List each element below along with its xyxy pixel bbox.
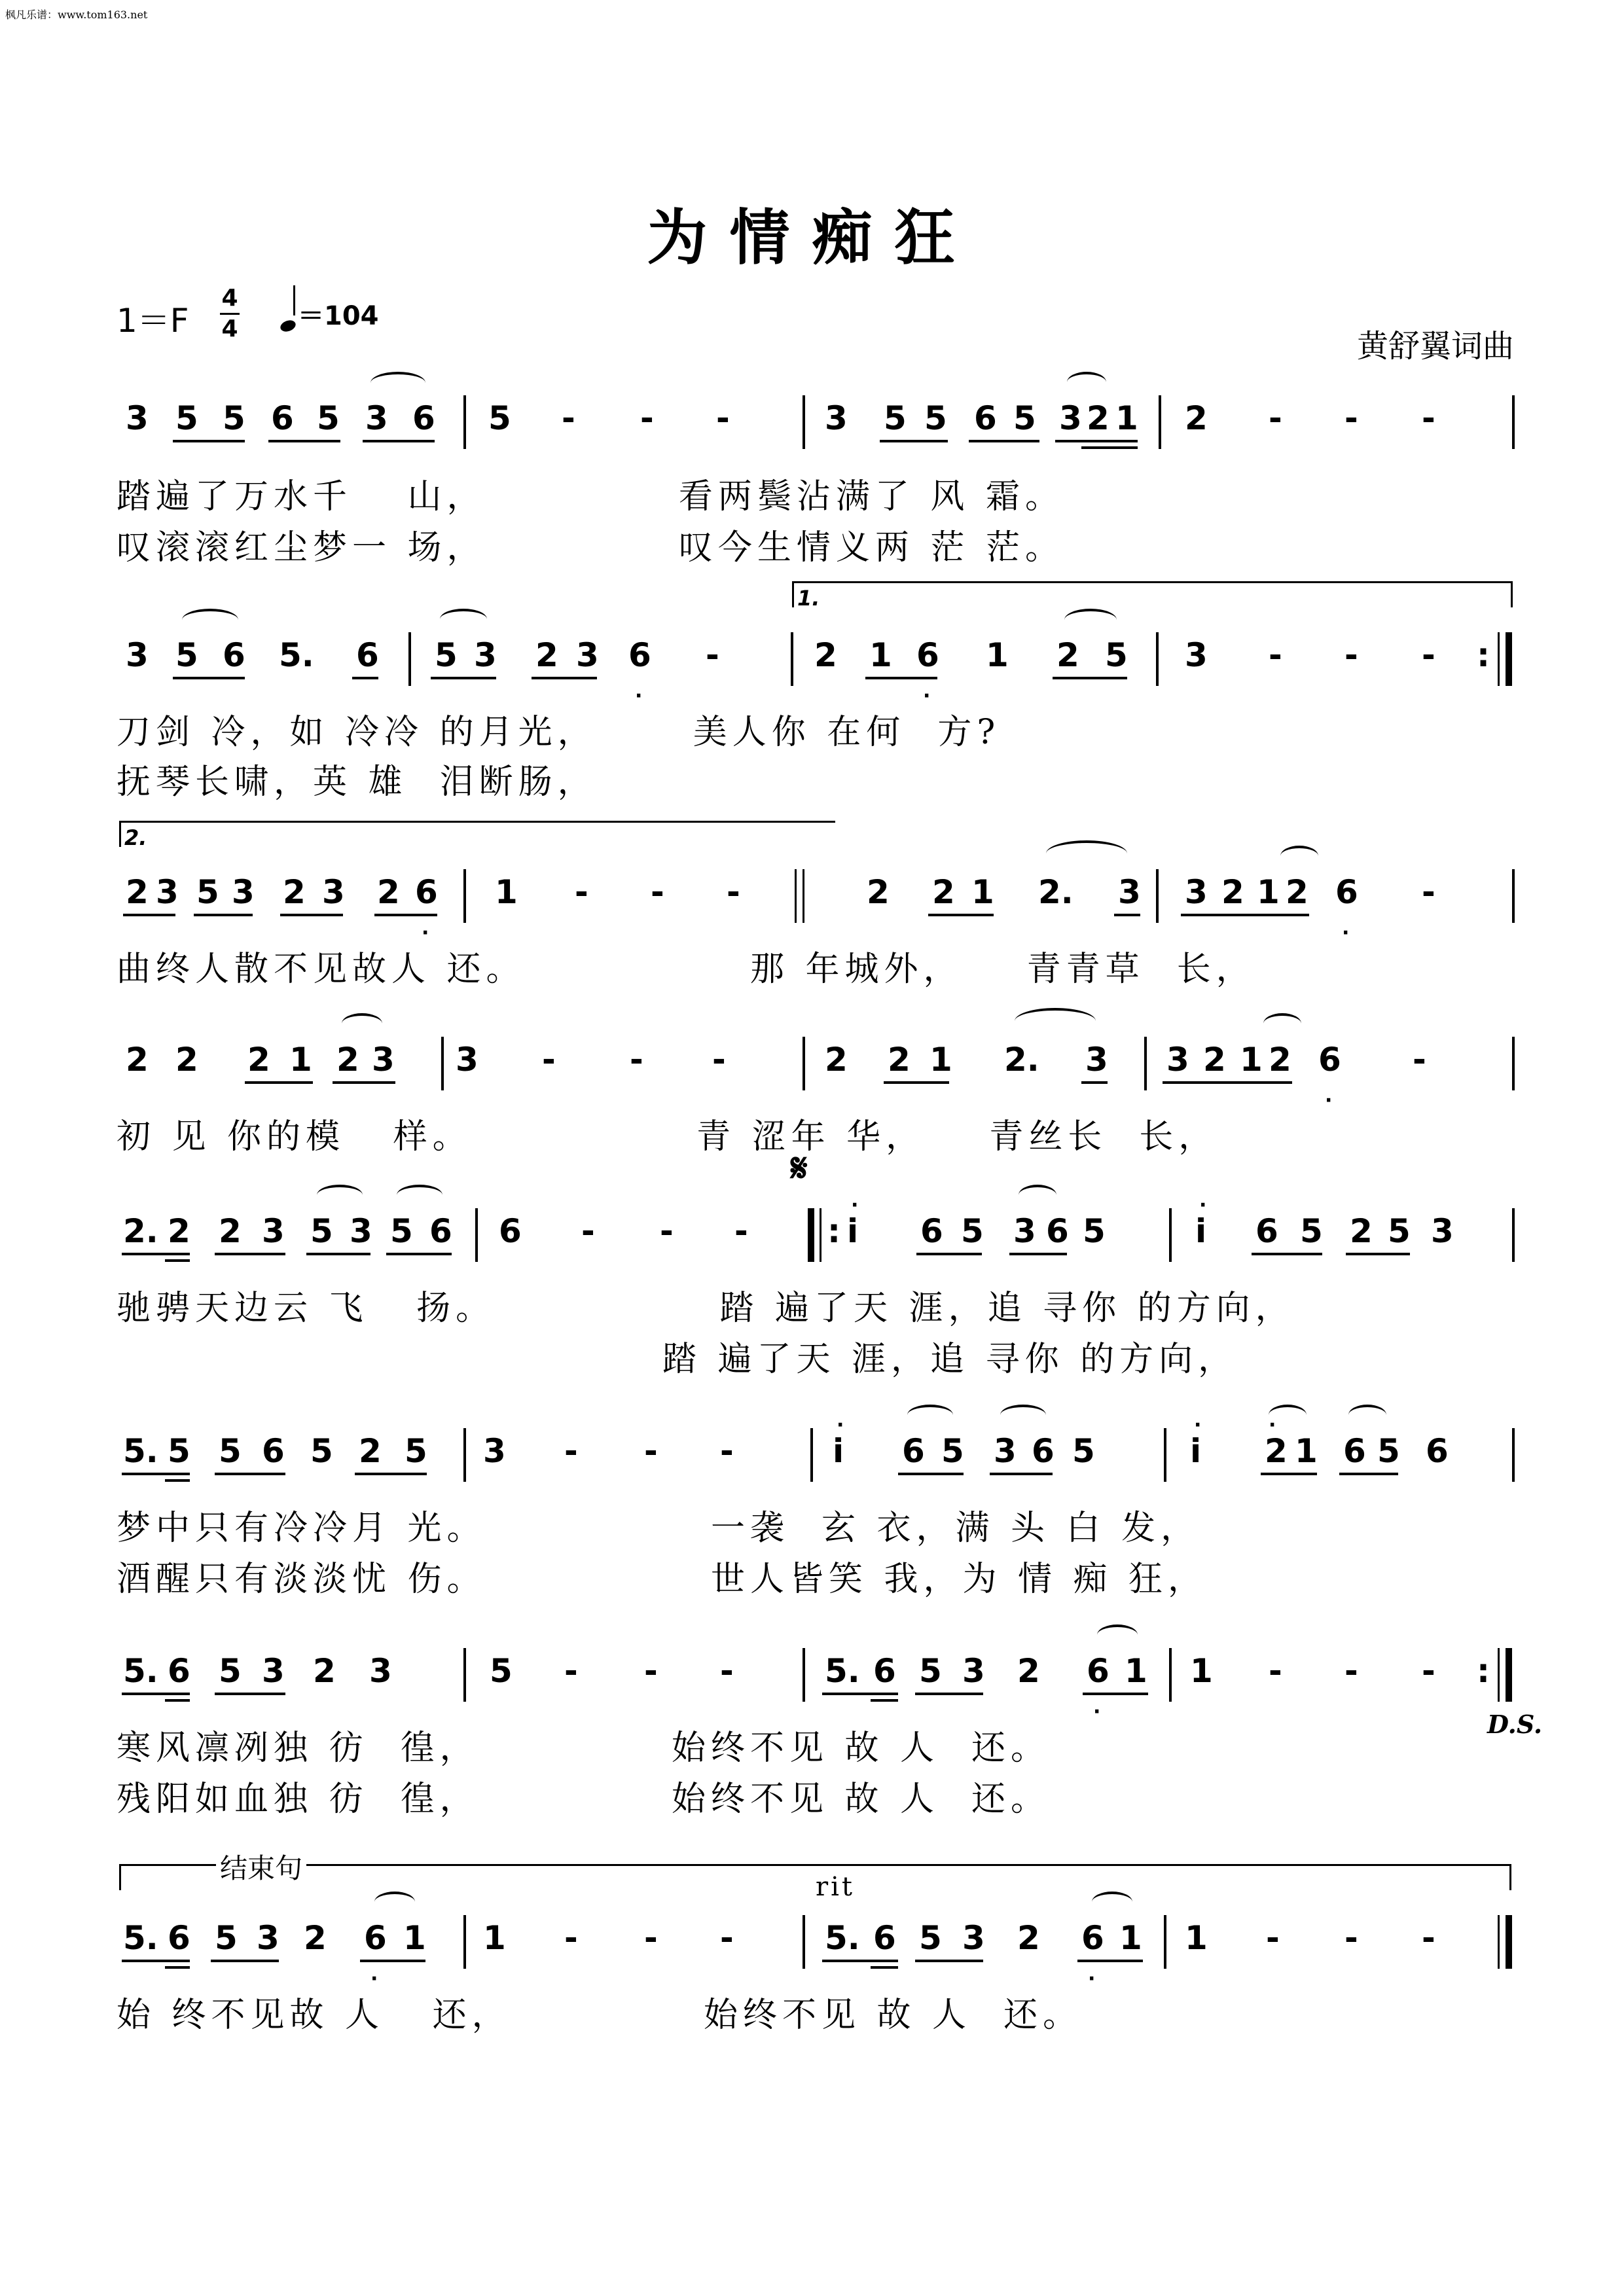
note: 5 (1377, 1432, 1400, 1470)
note: 3 (825, 399, 848, 437)
notes-row: 5. 5 5 6 5 2 5 3 - - - i · 6 5 3 6 5 i · 2 · 1 6 5 6 (117, 1432, 1517, 1484)
dash: - (1269, 1652, 1282, 1690)
note: 5 (223, 399, 245, 437)
lyric-verse-1: 寒风凛冽独 彷 徨， 始终不见 故 人 还。 (117, 1729, 1051, 1768)
ending-bracket-left (119, 1864, 121, 1890)
note: 1 (929, 1041, 952, 1079)
note: 1 (869, 636, 892, 674)
note: 5 (919, 1919, 942, 1957)
note: 3 (1118, 873, 1141, 911)
note: 3 (1013, 1212, 1036, 1250)
note: 2 (247, 1041, 270, 1079)
note: 3 (156, 873, 179, 911)
note: 2 (283, 873, 306, 911)
note: 5. (123, 1432, 158, 1470)
note: 3 (126, 399, 149, 437)
note: 2 (814, 636, 837, 674)
notes-row: 3 5 6 5. 6 5 3 2 3 6 · - 2 1 6 · 1 2 5 3 - - - : (117, 636, 1517, 689)
dash: - (1344, 399, 1358, 437)
note: 3 (1059, 399, 1082, 437)
note: 2 (932, 873, 955, 911)
note: 1 (1185, 1919, 1208, 1957)
notes-row: 5. 6 5 3 2 6 · 1 1 - - - 5. 6 5 3 2 6 · 1 1 - - - (117, 1919, 1517, 1971)
note: 6 (356, 636, 379, 674)
dash: - (564, 1652, 578, 1690)
dash: - (542, 1041, 556, 1079)
note: 6 (1335, 873, 1358, 911)
segno-icon: 𝄋 (791, 1145, 808, 1191)
note: 3 (257, 1919, 280, 1957)
dash: - (720, 1652, 734, 1690)
note: 3 (576, 636, 599, 674)
ritardando-marking: rit (816, 1872, 855, 1902)
dash: - (660, 1212, 674, 1250)
note: 3 (232, 873, 255, 911)
dash: - (720, 1919, 734, 1957)
lyric-verse-2: 残阳如血独 彷 徨， 始终不见 故 人 还。 (117, 1780, 1051, 1819)
dash: - (1344, 1652, 1358, 1690)
note: 3 (962, 1652, 985, 1690)
dash: - (734, 1212, 748, 1250)
note: 1 (495, 873, 518, 911)
note: 2 (825, 1041, 848, 1079)
dash: - (727, 873, 740, 911)
note: 2 (535, 636, 558, 674)
note: 5 (219, 1432, 242, 1470)
note: 1 (483, 1919, 506, 1957)
note: 6 (1318, 1041, 1341, 1079)
note: 2 (1203, 1041, 1226, 1079)
note: 3 (456, 1041, 478, 1079)
note: 2 (1286, 873, 1308, 911)
note: 1 (1115, 399, 1138, 437)
note: 6 (271, 399, 294, 437)
note: 2 (1269, 1041, 1291, 1079)
lyric-verse-1: 曲终人散不见故人 还。 那 年城外， 青青草 长， (117, 950, 1255, 989)
note: 5 (196, 873, 219, 911)
note: 1 (1125, 1652, 1147, 1690)
note: 5 (1388, 1212, 1411, 1250)
ending-bracket (119, 1864, 1511, 1866)
note: 2 (1056, 636, 1079, 674)
note: 2 (1087, 399, 1110, 437)
dash: - (1422, 399, 1435, 437)
tempo-value: ＝104 (298, 301, 379, 331)
dash: - (716, 399, 730, 437)
note: 2 (219, 1212, 242, 1250)
note: 5 (941, 1432, 964, 1470)
lyric-verse-1: 驰骋天边云 飞 扬。 踏 遍了天 涯，追 寻你 的方向， (117, 1289, 1295, 1328)
note: 2 (1017, 1652, 1040, 1690)
note: 3 (1185, 636, 1208, 674)
note: 6 (415, 873, 438, 911)
dash: - (1266, 1919, 1280, 1957)
note: 3 (1085, 1041, 1108, 1079)
ending-label: 结束句 (216, 1847, 306, 1886)
note: i (847, 1212, 859, 1250)
dash: - (651, 873, 664, 911)
note: 5. (123, 1919, 158, 1957)
note: 2 (1185, 399, 1208, 437)
note: 5 (1105, 636, 1128, 674)
note: 2. (123, 1212, 158, 1250)
note: 1 (1295, 1432, 1318, 1470)
ending-bracket-right (1509, 1864, 1511, 1890)
lyric-verse-2: 叹滚滚红尘梦一 场， 叹今生情义两 茫 茫。 (117, 528, 1064, 567)
note: 5 (219, 1652, 242, 1690)
note: 3 (1166, 1041, 1189, 1079)
note: 2. (1004, 1041, 1039, 1079)
dash: - (630, 1041, 643, 1079)
note: 3 (372, 1041, 395, 1079)
note: 5 (1072, 1432, 1095, 1470)
note: 5. (825, 1919, 860, 1957)
note: 5 (435, 636, 458, 674)
note: 1 (971, 873, 994, 911)
time-signature (220, 284, 240, 344)
note: 6 (1046, 1212, 1069, 1250)
note: 3 (483, 1432, 506, 1470)
note: 5 (317, 399, 340, 437)
note: 6 (364, 1919, 387, 1957)
note: 2 (1017, 1919, 1040, 1957)
dash: - (1422, 636, 1435, 674)
note: 2 (1350, 1212, 1373, 1250)
lyric-verse-2: 抚琴长啸，英 雄 泪断肠， (117, 762, 597, 802)
dal-segno-marking: D.S. (1487, 1710, 1543, 1739)
note: 6 (168, 1919, 190, 1957)
note: 5 (175, 399, 198, 437)
notes-row: 2 2 2 1 2 3 3 - - - 2 2 1 2. 3 3 2 1 2 6 · - (117, 1041, 1517, 1093)
note: 5 (310, 1212, 333, 1250)
lyric-verse-1: 梦中只有冷冷月 光。 一袭 玄 衣，满 头 白 发， (117, 1509, 1200, 1548)
note: 6 (429, 1212, 452, 1250)
note: 2 (1265, 1432, 1288, 1470)
note: 2 (867, 873, 890, 911)
note: 5 (490, 1652, 513, 1690)
dash: - (1422, 873, 1435, 911)
note: 2 (126, 873, 149, 911)
dash: - (712, 1041, 726, 1079)
note: 1 (403, 1919, 426, 1957)
notes-row (117, 399, 1517, 452)
note: 1 (289, 1041, 312, 1079)
dash: - (644, 1432, 658, 1470)
note: 6 (223, 636, 245, 674)
note: 6 (412, 399, 435, 437)
dash: - (1422, 1919, 1435, 1957)
note: 6 (499, 1212, 522, 1250)
note: 2 (377, 873, 400, 911)
volta-2-left (119, 821, 121, 847)
note: 6 (902, 1432, 925, 1470)
note: 2 (1221, 873, 1244, 911)
note: 5 (1013, 399, 1036, 437)
quarter-note-icon (279, 318, 297, 333)
note: 6 (1087, 1652, 1110, 1690)
note: 6 (262, 1432, 285, 1470)
note: 6 (1032, 1432, 1055, 1470)
note: 1 (1240, 1041, 1263, 1079)
note: 2 (313, 1652, 336, 1690)
note: 3 (262, 1652, 285, 1690)
song-title: 为情痴狂 (647, 202, 977, 273)
note: 6 (974, 399, 997, 437)
dash: - (575, 873, 588, 911)
composer-credit: 黄舒翼词曲 (1356, 328, 1514, 365)
note: 3 (262, 1212, 285, 1250)
note: 3 (1185, 873, 1208, 911)
note: 3 (962, 1919, 985, 1957)
note: 6 (1343, 1432, 1366, 1470)
note: 2 (359, 1432, 382, 1470)
notes-row: 2. 2 2 3 5 3 5 6 6 - - - : i · 6 5 3 6 5 i · 6 5 2 5 3 (117, 1212, 1517, 1265)
note: 1 (1119, 1919, 1142, 1957)
note: 1 (1257, 873, 1280, 911)
note: 2 (168, 1212, 190, 1250)
volta-1: 1. (792, 581, 1512, 583)
lyric-verse-2: 踏 遍了天 涯，追 寻你 的方向， (117, 1340, 1238, 1379)
dash: - (1269, 399, 1282, 437)
note: 3 (369, 1652, 392, 1690)
note: 6 (628, 636, 651, 674)
note: 5 (215, 1919, 238, 1957)
note: 5 (919, 1652, 942, 1690)
note: 3 (322, 873, 345, 911)
dash: - (562, 399, 575, 437)
note: 5. (123, 1652, 158, 1690)
dash: - (644, 1919, 658, 1957)
note: 5 (1083, 1212, 1106, 1250)
note: 5 (924, 399, 947, 437)
note: 2. (1038, 873, 1074, 911)
note: 6 (1426, 1432, 1449, 1470)
note: 5 (175, 636, 198, 674)
note: 6 (168, 1652, 190, 1690)
note: i (833, 1432, 844, 1470)
dash: - (644, 1652, 658, 1690)
note: 1 (986, 636, 1009, 674)
time-sig-bottom: 4 (221, 315, 238, 342)
note: 5 (310, 1432, 333, 1470)
dash: - (1422, 1652, 1435, 1690)
note: 5 (961, 1212, 984, 1250)
note: i (1190, 1432, 1202, 1470)
note: i (1195, 1212, 1207, 1250)
dash: - (640, 399, 654, 437)
note: 5 (405, 1432, 427, 1470)
note: 5. (279, 636, 314, 674)
note: 2 (888, 1041, 911, 1079)
volta-1-left (792, 581, 794, 607)
dash: - (1269, 636, 1282, 674)
watermark: 枫凡乐谱：www.tom163.net (5, 9, 148, 21)
note: 6 (916, 636, 939, 674)
note: 6 (873, 1652, 896, 1690)
lyric-verse-2: 酒醒只有淡淡忧 伤。 世人皆笑 我，为 情 痴 狂， (117, 1560, 1208, 1599)
note: 1 (1190, 1652, 1213, 1690)
dash: - (564, 1919, 578, 1957)
notes-row: 2 3 5 3 2 3 2 6 · 1 - - - 2 2 1 2. 3 3 2 1 2 6 · - (117, 873, 1517, 925)
note: 2 (336, 1041, 359, 1079)
dash: - (581, 1212, 595, 1250)
volta-1-right (1511, 581, 1513, 607)
note: 5 (488, 399, 511, 437)
tempo-marking (280, 295, 379, 332)
lyric-verse-1: 刀剑 冷，如 冷冷 的月光， 美人你 在何 方? (117, 713, 1001, 752)
note: 2 (304, 1919, 327, 1957)
note: 3 (126, 636, 149, 674)
note: 5. (825, 1652, 860, 1690)
lyric-verse-1: 初 见 你的模 样。 青 涩年 华， 青丝长 长， (117, 1117, 1218, 1157)
note: 5 (168, 1432, 190, 1470)
note: 6 (873, 1919, 896, 1957)
dash: - (720, 1432, 734, 1470)
note: 6 (1255, 1212, 1278, 1250)
note: 2 (126, 1041, 149, 1079)
note: 5 (390, 1212, 413, 1250)
notes-row: 5. 6 5 3 2 3 5 - - - 5. 6 5 3 2 6 · 1 1 - - - : (117, 1652, 1517, 1704)
note: 5 (1300, 1212, 1323, 1250)
note: 6 (1081, 1919, 1104, 1957)
volta-2: 2. (119, 821, 835, 823)
note: 3 (474, 636, 497, 674)
note: 3 (350, 1212, 372, 1250)
note: 6 (920, 1212, 943, 1250)
lyric-verse-1: 始 终不见故 人 还， 始终不见 故 人 还。 (117, 1996, 1083, 2035)
note: 3 (994, 1432, 1017, 1470)
dash: - (1344, 636, 1358, 674)
dash: - (564, 1432, 578, 1470)
dash: - (1344, 1919, 1358, 1957)
key-signature: 1＝F (117, 302, 189, 340)
note: 3 (1431, 1212, 1454, 1250)
note: 2 (175, 1041, 198, 1079)
note: 3 (365, 399, 388, 437)
dash: - (706, 636, 719, 674)
lyric-verse-1: 踏遍了万水千 山， 看两鬓沾满了 风 霜。 (117, 477, 1064, 516)
dash: - (1413, 1041, 1426, 1079)
time-sig-top: 4 (221, 285, 238, 312)
note: 5 (884, 399, 907, 437)
